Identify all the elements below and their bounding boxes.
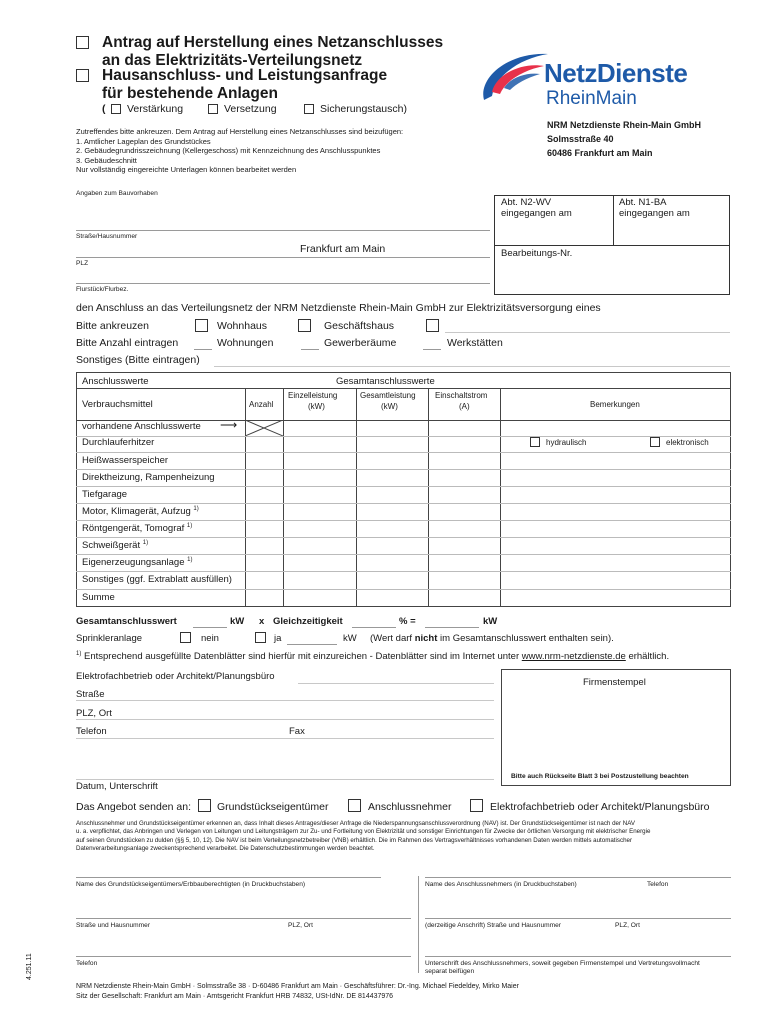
office-box	[494, 195, 730, 295]
installer-phone-field[interactable]	[76, 738, 494, 739]
an-name-field[interactable]	[425, 877, 731, 878]
checkbox-wohnhaus[interactable]	[195, 319, 208, 332]
paren-open: (	[102, 103, 106, 115]
label-sicherungstausch: Sicherungstausch)	[320, 103, 407, 115]
an-address-field[interactable]	[425, 918, 731, 919]
label-an-street: (derzeitige Anschrift) Straße und Hausnummer	[425, 922, 561, 929]
company-logo	[478, 48, 718, 114]
checkbox-sprinkler-nein[interactable]	[180, 632, 191, 643]
checkbox-verstaerkung[interactable]	[111, 104, 121, 114]
checkbox-geschaeftshaus[interactable]	[298, 319, 311, 332]
label-an-plz: PLZ, Ort	[615, 922, 640, 929]
plz-field-line[interactable]	[76, 257, 490, 258]
label-an-telefon: Telefon	[647, 881, 669, 888]
recipient-city: 60486 Frankfurt am Main	[547, 148, 653, 158]
arrow-right-icon: ⟶	[220, 418, 238, 432]
flur-label: Flurstück/Flurbez.	[76, 286, 129, 293]
owner-address-field[interactable]	[76, 918, 411, 919]
cross-mark-icon	[245, 420, 283, 436]
note-line: Nur vollständig eingereichte Unterlagen können bearbeitet werden	[76, 165, 297, 174]
legal-line: auf seinen Grundstücken zu dulden (§§ 5, 10, 12). Die NAV ist beim Verteilungsnetzbetreiber (VNB) erhältlich. Die im Rahmen des Vertragsverhältnisses vorhandenen Daten werden mittels automatischer	[76, 836, 633, 844]
label-offer-elektrofachbetrieb: Elektrofachbetrieb oder Architekt/Planungsbüro	[490, 801, 710, 813]
title-anfrage-line2: für bestehende Anlagen	[102, 85, 278, 102]
sonstiges-field-line[interactable]	[214, 366, 730, 367]
th-einschaltstrom-unit: (A)	[459, 402, 470, 411]
th-verbrauchsmittel: Verbrauchsmittel	[82, 399, 153, 410]
note-line: 2. Gebäudegrundrisszeichnung (Kellergeschoss) mit Kennzeichnung des Anschlusspunktes	[76, 146, 381, 155]
label-gleichzeitigkeit: Gleichzeitigkeit	[273, 616, 343, 627]
label-geschaeftshaus: Geschäftshaus	[324, 320, 395, 332]
th-einschaltstrom: Einschaltstrom	[435, 391, 488, 400]
title-antrag-line2: an das Elektrizitäts-Verteilungsnetz	[102, 52, 363, 69]
table-row-schweiss: Schweißgerät $^{1)}$	[82, 540, 149, 552]
footer-company: NRM Netzdienste Rhein-Main GmbH · Solmsstraße 38 · D-60486 Frankfurt am Main · Geschäftsführer: Dr.-Ing. Michael Fiedeldey, Mirko Maier	[76, 983, 519, 990]
label-gesamtanschlusswert: Gesamtanschlusswert	[76, 616, 177, 627]
table-row-heisswasserspeicher: Heißwasserspeicher	[82, 455, 169, 466]
unit-kw-2: kW	[483, 616, 498, 627]
owner-name-field[interactable]	[76, 877, 381, 878]
note-line: Zutreffendes bitte ankreuzen. Dem Antrag auf Herstellung eines Netzanschlusses sind beizufügen:	[76, 127, 404, 136]
bearbeitungs-nr-label: Bearbeitungs-Nr.	[501, 248, 573, 259]
legal-text	[76, 820, 736, 854]
title-antrag-line1: Antrag auf Herstellung eines Netzanschlusses	[102, 34, 444, 51]
label-firmenstempel: Firmenstempel	[583, 677, 646, 688]
checkbox-sonstiges-gebaeude[interactable]	[426, 319, 439, 332]
gewerbe-count-field[interactable]	[301, 349, 319, 350]
th-einzelleistung: Einzelleistung	[288, 391, 338, 400]
label-ja: ja	[274, 633, 282, 644]
owner-phone-field[interactable]	[76, 956, 411, 957]
abt-n1-received: eingegangen am	[619, 208, 690, 219]
th-gesamtleistung: Gesamtleistung	[360, 391, 416, 400]
checkbox-offer-anschlussnehmer[interactable]	[348, 799, 361, 812]
label-nein: nein	[201, 633, 219, 644]
sprinkler-note: (Wert darf nicht im Gesamtanschlusswert enthalten sein).	[370, 633, 614, 644]
percent-equals: % =	[399, 616, 416, 627]
checkbox-sicherungstausch[interactable]	[304, 104, 314, 114]
installer-plz-field[interactable]	[76, 719, 494, 720]
footer-registry: Sitz der Gesellschaft: Frankfurt am Main · Amtsgericht Frankfurt HRB 74832, USt-IdNr. DE 814437976	[76, 993, 394, 1000]
label-datum-unterschrift: Datum, Unterschrift	[76, 781, 158, 792]
label-owner-name: Name des Grundstückseigentümers/Erbbauberechtigten (in Druckbuchstaben)	[76, 881, 306, 888]
label-bitte-ankreuzen: Bitte ankreuzen	[76, 320, 149, 332]
table-row-tiefgarage: Tiefgarage	[82, 489, 128, 500]
result-kw-field[interactable]	[425, 627, 479, 628]
th-gesamtleistung-unit: (kW)	[381, 402, 398, 411]
gleichzeitigkeit-field[interactable]	[352, 627, 396, 628]
flur-field-line[interactable]	[76, 283, 490, 284]
label-wohnungen: Wohnungen	[217, 337, 274, 349]
connection-intro: den Anschluss an das Verteilungsnetz der NRM Netzdienste Rhein-Main GmbH zur Elektrizitätsversorgung eines	[76, 302, 601, 314]
label-versetzung: Versetzung	[224, 103, 277, 115]
th-bemerkungen: Bemerkungen	[590, 400, 640, 409]
city-value[interactable]: Frankfurt am Main	[300, 243, 386, 255]
gesamtanschlusswert-field[interactable]	[193, 627, 227, 628]
section-bauvorhaben: Angaben zum Bauvorhaben	[76, 190, 158, 197]
label-verstaerkung: Verstärkung	[127, 103, 184, 115]
label-hydraulisch: hydraulisch	[546, 438, 587, 447]
checkbox-elektronisch[interactable]	[650, 437, 660, 447]
label-elektrofachbetrieb: Elektrofachbetrieb oder Architekt/Planungsbüro	[76, 671, 275, 682]
checkbox-netzanschluss[interactable]	[76, 36, 89, 49]
table-row-summe: Summe	[82, 592, 115, 603]
label-plz-ort: PLZ, Ort	[76, 708, 112, 719]
label-elektronisch: elektronisch	[666, 438, 709, 447]
legal-line: Anschlussnehmer und Grundstückseigentümer erkennen an, dass Inhalt dieses Antrages/dieser Anfrage die Niederspannungsanschlussverordnung (NAV) ist. Der Grundstückseigentümer ist nach der NAV	[76, 820, 636, 827]
abt-n2-received: eingegangen am	[501, 208, 572, 219]
wohnungen-count-field[interactable]	[194, 349, 212, 350]
website-link[interactable]: www.nrm-netzdienste.de	[521, 651, 626, 663]
label-owner-telefon: Telefon	[76, 960, 98, 967]
unit-kw-3: kW	[343, 633, 357, 644]
installer-street-field[interactable]	[76, 700, 494, 701]
th-anzahl: Anzahl	[249, 400, 274, 409]
label-fax: Fax	[289, 726, 305, 737]
table-row-vorhandene: vorhandene Anschlusswerte	[82, 421, 201, 432]
sonstiges-line[interactable]	[445, 332, 730, 333]
legal-line: u. a. verpflichtet, das Anbringen und Verlegen von Leitungen und Leitungsträgern zur Zu- und Fortleitung von Elektrizität und sonstiger Einrichtungen für Zwecke der örtlichen Versorgung mit elektrischer Energie	[76, 828, 651, 836]
th-einzelleistung-unit: (kW)	[308, 402, 325, 411]
label-an-signature-2: separat beifügen	[425, 968, 475, 975]
checkbox-versetzung[interactable]	[208, 104, 218, 114]
th-gesamtanschlusswerte: Gesamtanschlusswerte	[336, 376, 435, 387]
form-code: 4.251.11	[26, 953, 33, 980]
label-angebot-senden: Das Angebot senden an:	[76, 801, 192, 813]
label-strasse: Straße	[76, 689, 105, 700]
sprinkler-kw-field[interactable]	[287, 644, 337, 645]
swoosh-icon	[478, 48, 554, 108]
signature-line[interactable]	[76, 779, 494, 780]
label-offer-grundstueck: Grundstückseigentümer	[217, 801, 329, 813]
label-sonstiges: Sonstiges (Bitte eintragen)	[76, 354, 200, 366]
legal-line: Datenverarbeitungsanlage zweckentsprechend verarbeitet. Die Datenschutzbestimmungen werden beachtet.	[76, 845, 375, 853]
abt-n2-label: Abt. N2-WV	[501, 197, 552, 208]
label-owner-street: Straße und Hausnummer	[76, 922, 151, 929]
multiply-sign: x	[259, 616, 265, 627]
label-offer-anschlussnehmer: Anschlussnehmer	[368, 801, 452, 813]
logo-text-rheinmain: RheinMain	[546, 88, 637, 109]
table-row-motor: Motor, Klimagerät, Aufzug $^{1)}$	[82, 506, 199, 518]
recipient-street: Solmsstraße 40	[547, 134, 614, 144]
note-line: 3. Gebäudeschnitt	[76, 155, 137, 165]
werkstaetten-count-field[interactable]	[423, 349, 441, 350]
checkbox-offer-grundstueck[interactable]	[198, 799, 211, 812]
title-anfrage-line1: Hausanschluss- und Leistungsanfrage	[102, 67, 388, 84]
table-row-roentgen: Röntgengerät, Tomograf $^{1)}$	[82, 523, 193, 535]
checkbox-sprinkler-ja[interactable]	[255, 632, 266, 643]
table-row-eigenerzeugung: Eigenerzeugungsanlage $^{1)}$	[82, 557, 193, 569]
recipient-name: NRM Netzdienste Rhein-Main GmbH	[547, 120, 702, 130]
attachment-note	[76, 127, 403, 175]
logo-text-netzdienste: NetzDienste	[544, 58, 688, 88]
plz-label: PLZ	[76, 260, 89, 267]
label-sprinkleranlage: Sprinkleranlage	[76, 633, 143, 644]
elektrofachbetrieb-field[interactable]	[298, 683, 494, 684]
table-row-direktheizung: Direktheizung, Rampenheizung	[82, 472, 215, 483]
signature-divider	[418, 876, 419, 973]
street-field-line[interactable]	[76, 230, 490, 231]
footnote-datenblaetter: $^{1)}$ Entsprechend ausgefüllte Datenblätter sind hierfür mit einzureichen - Datenblätter sind im Internet unter www.nrm-netzdienste.de erhältlich.	[76, 651, 670, 663]
stamp-note: Bitte auch Rückseite Blatt 3 bei Postzustellung beachten	[511, 773, 689, 780]
label-telefon: Telefon	[76, 726, 107, 737]
label-anzahl: Bitte Anzahl eintragen	[76, 337, 179, 349]
table-row-sonstiges: Sonstiges (ggf. Extrablatt ausfüllen)	[82, 574, 232, 585]
an-signature-field[interactable]	[425, 956, 731, 957]
abt-n1-label: Abt. N1-BA	[619, 197, 667, 208]
checkbox-offer-elektrofachbetrieb[interactable]	[470, 799, 483, 812]
label-wohnhaus: Wohnhaus	[217, 320, 268, 332]
label-an-name: Name des Anschlussnehmers (in Druckbuchstaben)	[425, 881, 577, 888]
checkbox-hausanschluss[interactable]	[76, 69, 89, 82]
unit-kw-1: kW	[230, 616, 245, 627]
table-row-durchlauferhitzer: Durchlauferhitzer	[82, 437, 155, 448]
label-werkstaetten: Werkstätten	[447, 337, 503, 349]
th-anschlusswerte: Anschlusswerte	[82, 376, 149, 387]
checkbox-hydraulisch[interactable]	[530, 437, 540, 447]
note-line: 1. Amtlicher Lageplan des Grundstückes	[76, 136, 211, 146]
label-an-signature: Unterschrift des Anschlussnehmers, soweit gegeben Firmenstempel und Vertretungsvollmacht	[425, 960, 700, 967]
street-label: Straße/Hausnummer	[76, 233, 138, 240]
label-owner-plz: PLZ, Ort	[288, 922, 313, 929]
label-gewerberaeume: Gewerberäume	[324, 337, 397, 349]
